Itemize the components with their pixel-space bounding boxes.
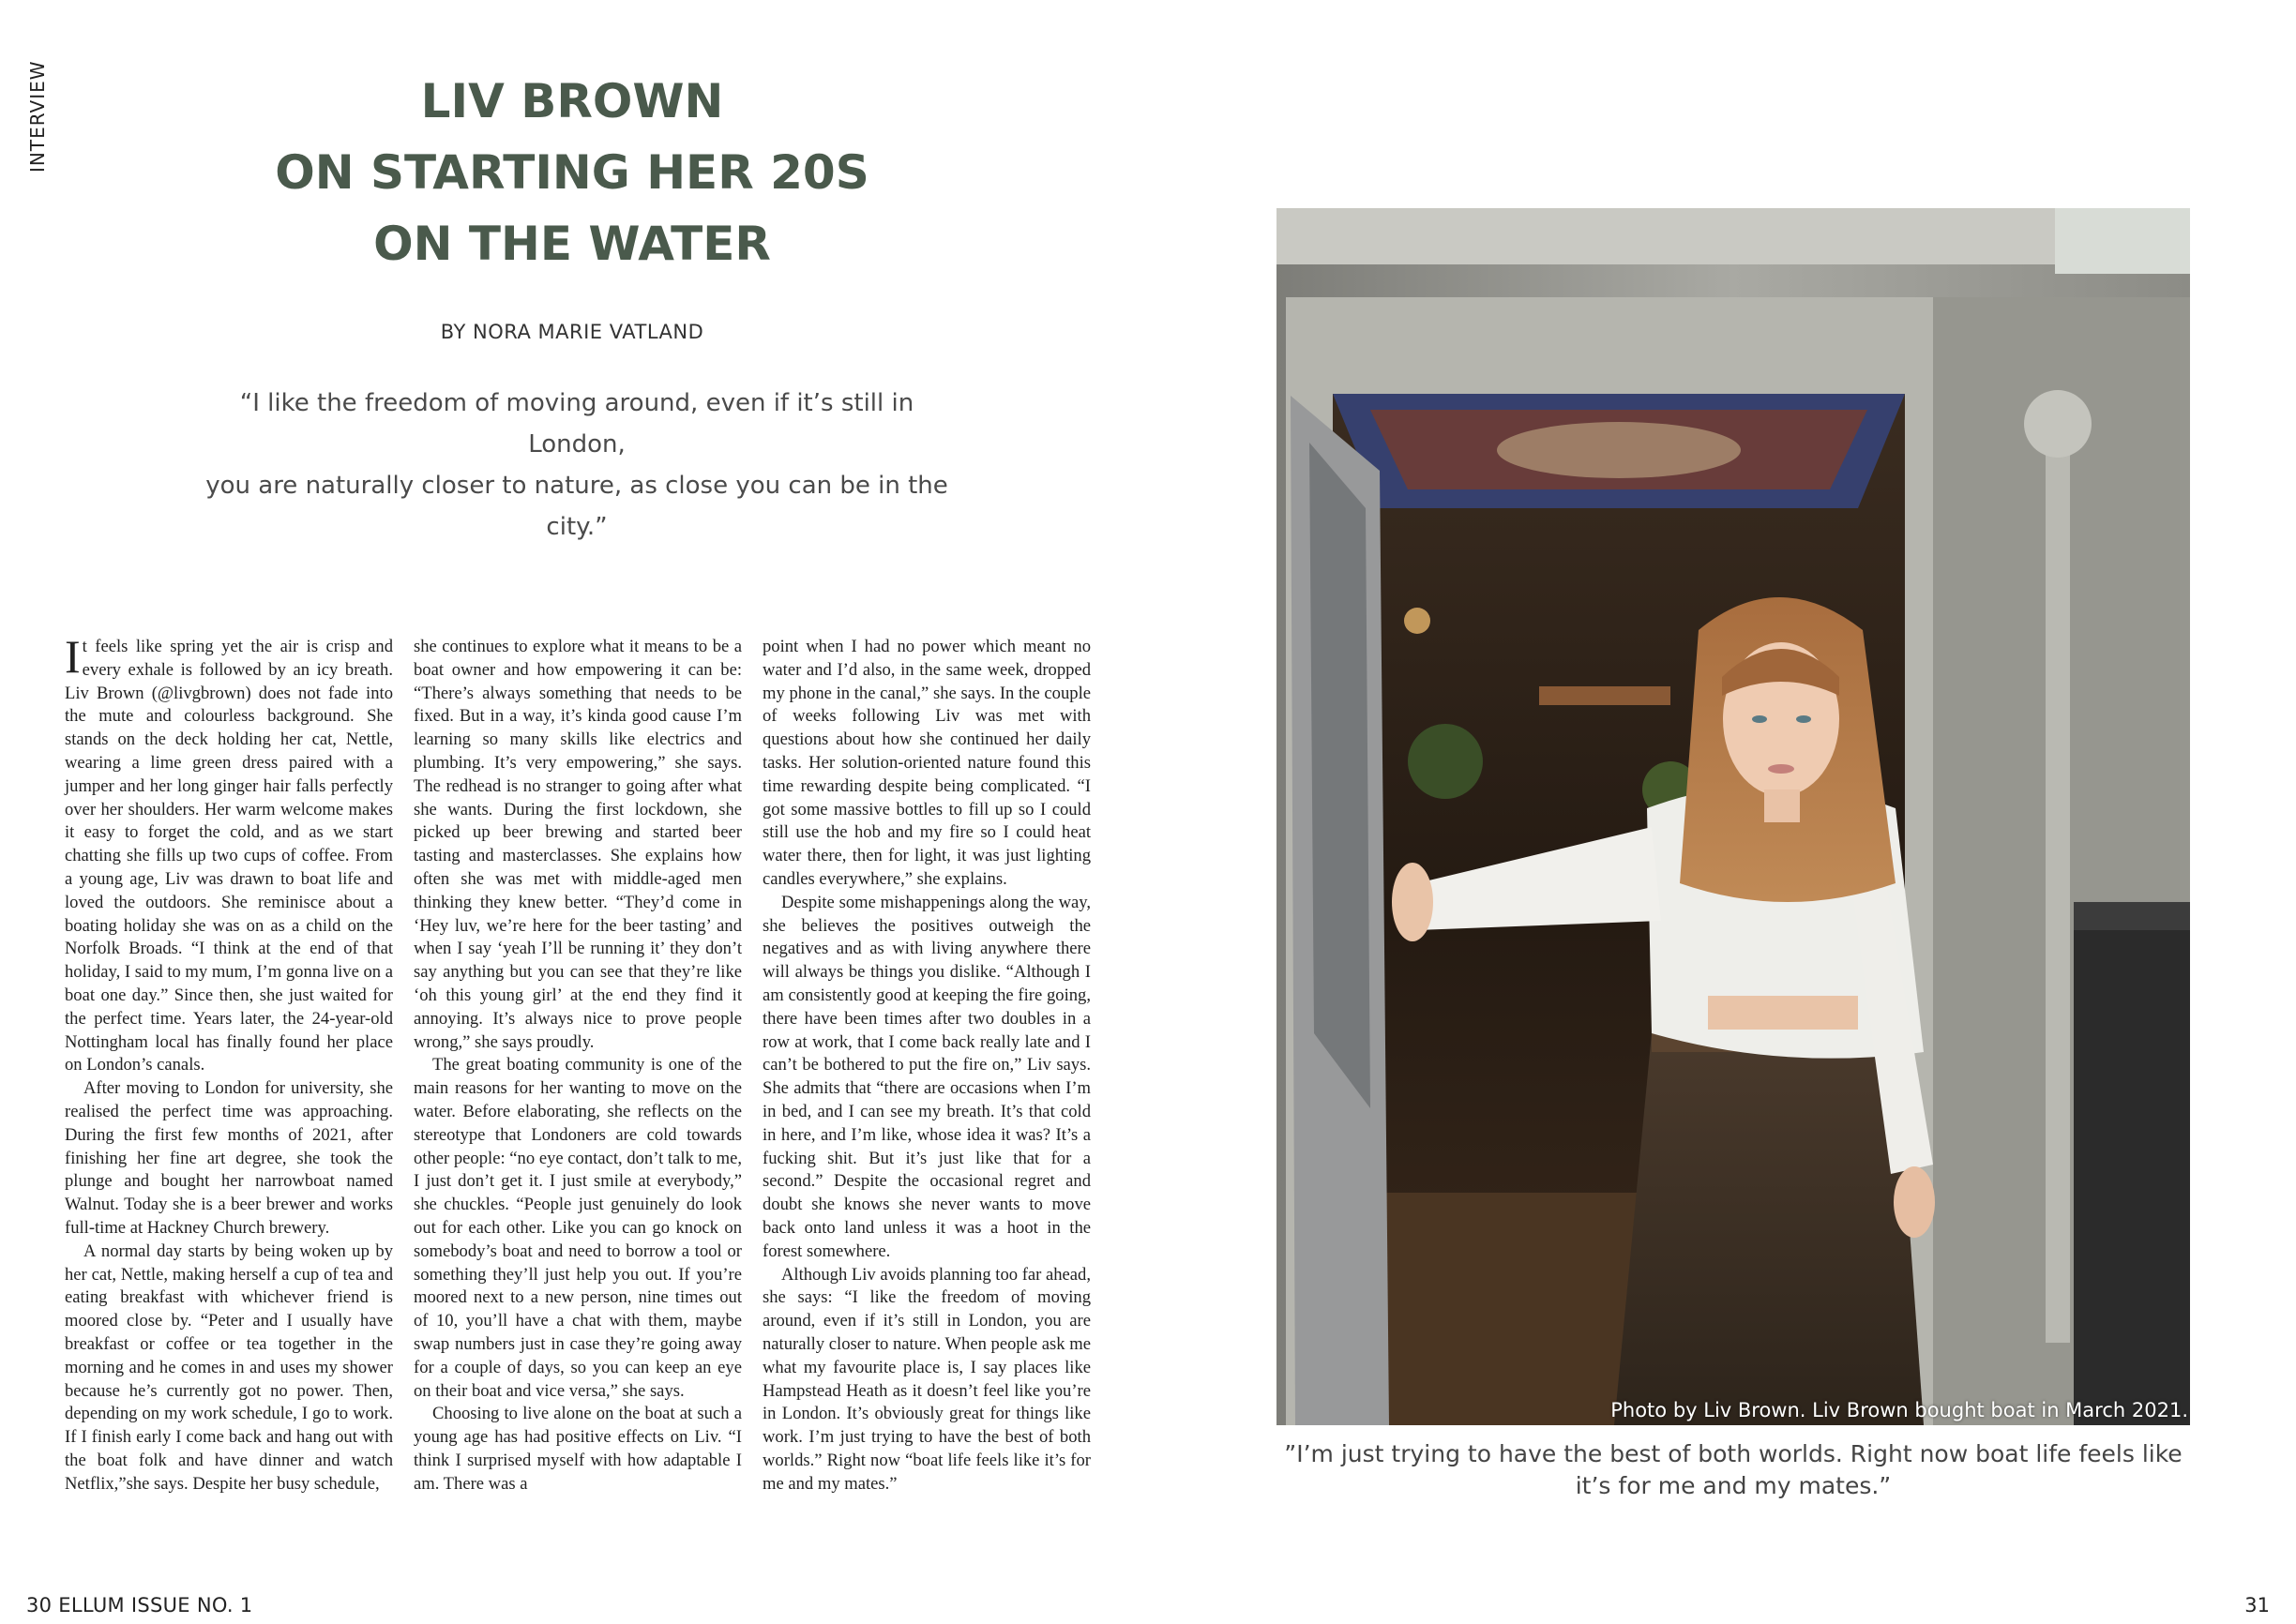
article-title [225, 66, 919, 279]
caption-quote [1276, 1438, 2190, 1502]
paragraph: After moving to London for university, she realised the perfect time was approaching. During the first few months of 2021, after finishing her fine art degree, she took the plunge and bought her narrowboat named Walnut. Today she is a beer brewer and works full-time at Hackney Church brewery. [65, 1078, 393, 1238]
pull-quote-line-2: you are naturally closer to nature, as close you can be in the city.” [205, 472, 948, 541]
article-column-1 [65, 630, 393, 1573]
title-line-3: ON THE WATER [373, 217, 771, 271]
paragraph: Despite some mishappenings along the way, she believes the positives outweigh the negatives and as with living anywhere there will always be things you dislike. “Although I am consistently good at keeping the fire going, there have been times after two doubles in a row at work, that I come back really late and I can’t be bothered to put the fire on,” Liv says. She admits that “there are occasions when I’m in bed, and I can see my breath. It’s that cold in here, and I’m like, whose idea it was? It’s a fucking shit. But it’s just like that for a second.” Despite the occasional regret and doubt she knows she never wants to move back onto land unless it was a hoot in the forest somewhere. [763, 892, 1091, 1261]
paragraph: Although Liv avoids planning too far ahead, she says: “I like the freedom of moving around, even if it’s still in London, you are naturally closer to nature. When people ask me what my favourite place is, I say places like Hampstead Heath as it doesn’t feel like you’re in London. It’s obviously great for things like work. I’m just trying to have the best of both worlds.” Right now “boat life feels like it’s for me and my mates.” [763, 1264, 1091, 1494]
pull-quote [202, 383, 952, 548]
paragraph-text: t feels like spring yet the air is crisp and every exhale is followed by an icy breath. Liv Brown (@livgbrown) does not fade into the mute and colourless background. She stands on the deck holding her cat, Nettle, wearing a lime green dress paired with a jumper and her long ginger hair falls perfectly over her shoulders. Her warm welcome makes it easy to forget the cold, and as we start chatting she fills up two cups of coffee. From a young age, Liv was drawn to boat life and loved the outdoors. She reminisce about a boating holiday she was on as a child on the Norfolk Broads. “I think at the end of that holiday, I said to my mum, I’m gonna live on a boat one day.” Since then, she just waited for the perfect time. Years later, the 24-year-old Nottingham local has finally found her place on London’s canals. [65, 637, 393, 1075]
paragraph: Choosing to live alone on the boat at such a young age has had positive effects on Liv. “I think I surprised myself with how adaptable I am. There was a [414, 1404, 742, 1494]
section-label-text: INTERVIEW [26, 60, 49, 173]
article-column-3 [763, 636, 1091, 1573]
page-number-left: 30 ELLUM ISSUE NO. 1 [26, 1594, 253, 1616]
portrait-photo [1276, 208, 2190, 1425]
caption-quote-line-1: ”I’m just trying to have the best of both worlds. Right now boat life feels like [1284, 1440, 2183, 1467]
title-line-1: LIV BROWN [420, 74, 724, 128]
byline: BY NORA MARIE VATLAND [440, 321, 704, 343]
paragraph: A normal day starts by being woken up by her cat, Nettle, making herself a cup of tea and eating breakfast with whichever friend is moored close by. “Peter and I usually have breakfast or coffee or tea together in the morning and he comes in and uses my shower because he’s currently got no power. Then, depending on my work schedule, I go to work. If I finish early I come back and hang out with the boat folk and have dinner and watch Netflix,”she says. Despite her busy schedule, [65, 1241, 393, 1494]
paragraph [65, 630, 393, 1077]
caption-quote-line-2: it’s for me and my mates.” [1575, 1472, 1892, 1499]
paragraph: she continues to explore what it means to be a boat owner and how empowering it can be: “There’s always something that needs to be fixed. But in a way, it’s kinda good cause I’m learning so many skills like electrics and plumbing. It’s very empowering,” she says. The redhead is no stranger to going after what she wants. During the first lockdown, she picked up beer brewing and started beer tasting and masterclasses. She explains how often she was met with middle-aged men thinking they knew better. “They’d come in ‘Hey luv, we’re here for the beer tasting’ and when I say ‘yeah I’ll be running it’ they don’t say anything but you can see that they’re like ‘oh this young girl’ at the end they find it annoying. It’s always nice to prove people wrong,” she says proudly. [414, 637, 742, 1052]
paragraph: point when I had no power which meant no water and I’d also, in the same week, dropped my phone in the canal,” she says. In the couple of weeks following Liv was met with questions about how she continued her daily tasks. Her solution-oriented nature found this time rewarding despite being complicated. “I got some massive bottles to fill up so I could still use the hob and my fire so I could heat water there, then for light, it was just lighting candles everywhere,” she explains. [763, 637, 1091, 889]
page-number-right: 31 [2244, 1594, 2270, 1616]
title-line-2: ON STARTING HER 20S [275, 145, 869, 200]
photo-illustration [1276, 208, 2190, 1425]
pull-quote-line-1: “I like the freedom of moving around, even if it’s still in London, [239, 389, 914, 459]
photo-credit: Photo by Liv Brown. Liv Brown bought boat in March 2021. [1610, 1399, 2188, 1421]
paragraph: The great boating community is one of the main reasons for her wanting to move on the water. Before elaborating, she reflects on the stereotype that Londoners are cold towards other people: “no eye contact, don’t talk to me, I just don’t get it. I just smile at everybody,” she chuckles. “People just genuinely do look out for each other. Like you can go knock on somebody’s boat and need to borrow a tool or something they’ll just help you out. If you’re moored next to a new person, nine times out of 10, you’ll have a chat with them, maybe swap numbers just in case they’re going away for a couple of days, so you can keep an eye on their boat and vice versa,” she says. [414, 1055, 742, 1401]
drop-cap: I [65, 630, 81, 683]
article-body [65, 630, 1091, 1573]
article-column-2 [414, 636, 742, 1573]
section-label [24, 60, 51, 218]
